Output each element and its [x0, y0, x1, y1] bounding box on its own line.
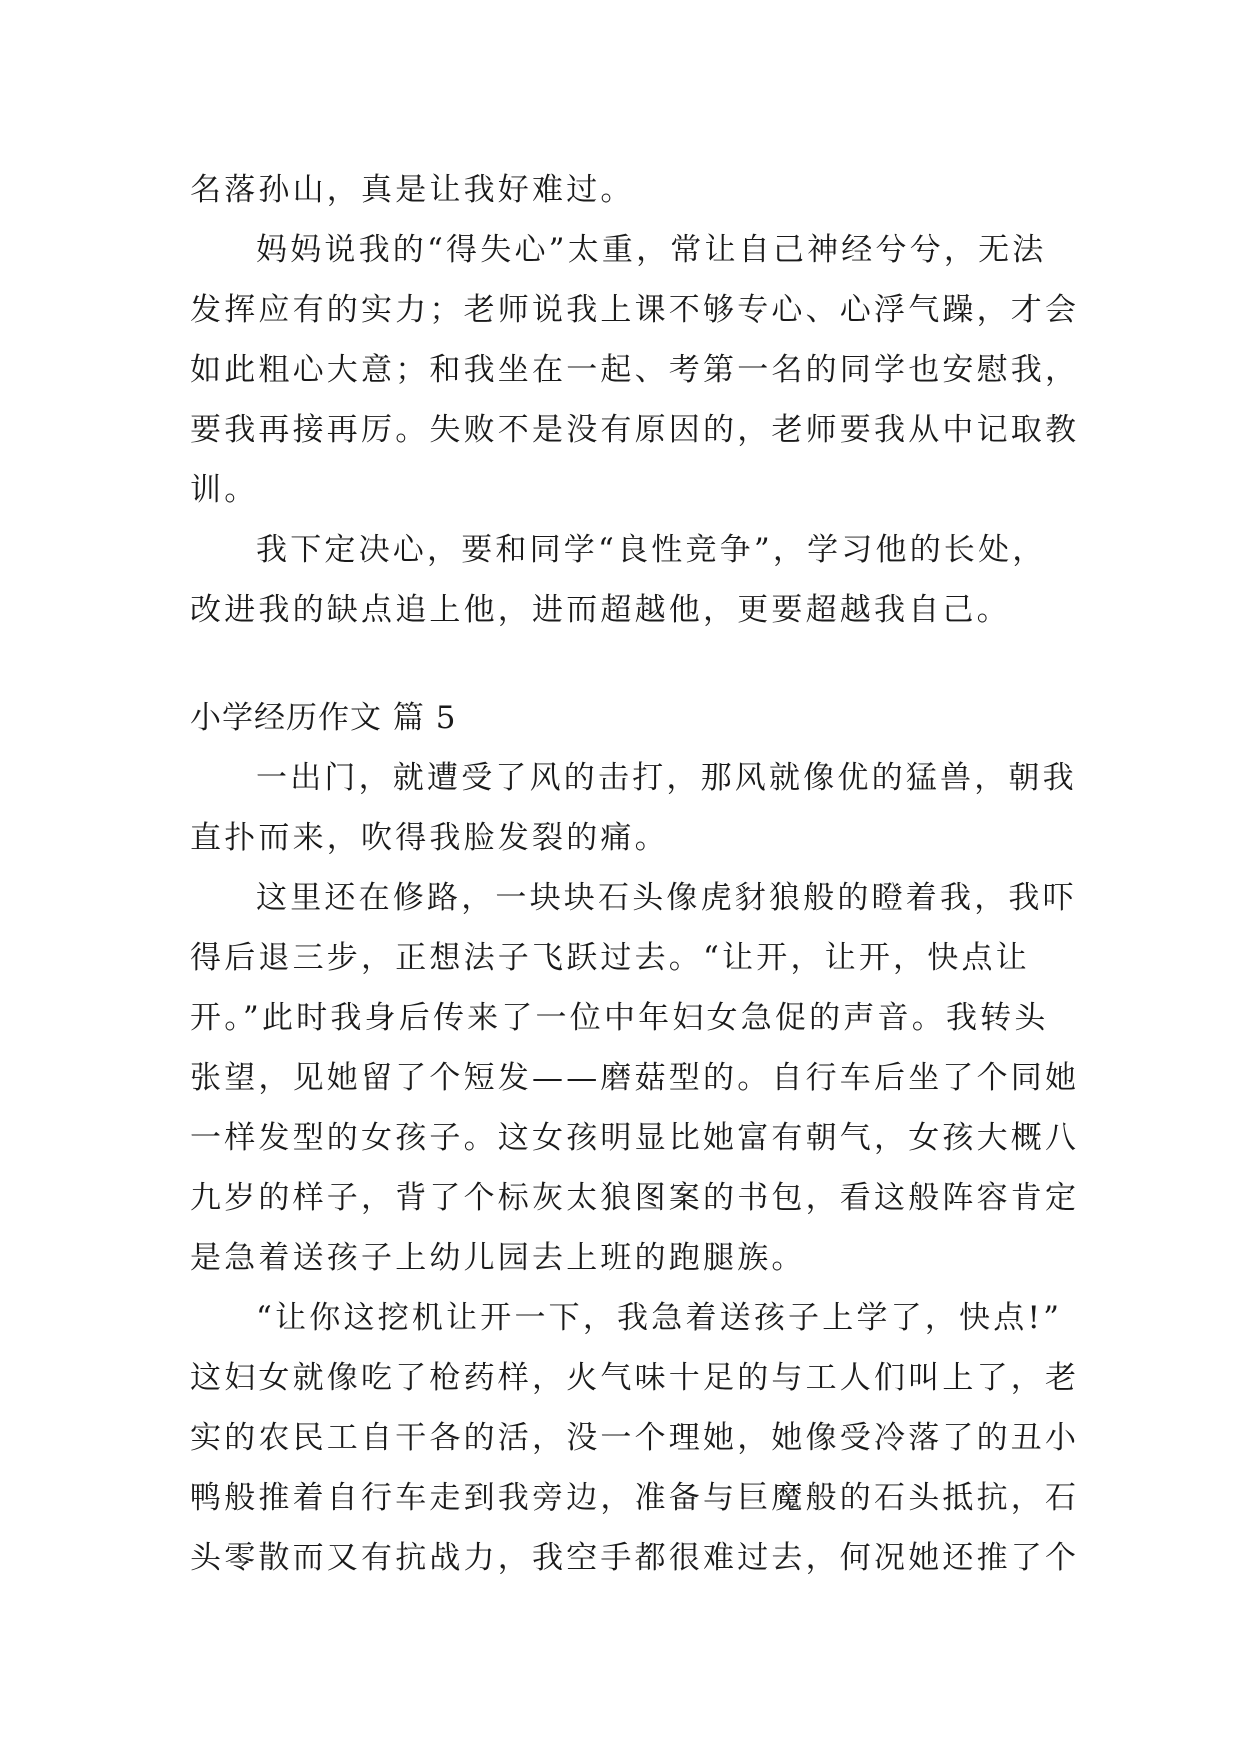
text-line: 实的农民工自干各的活，没一个理她，她像受冷落了的丑小 [190, 1420, 1080, 1456]
paragraph-2 [190, 220, 1080, 520]
text-line: 要我再接再厉。失败不是没有原因的，老师要我从中记取教 [190, 412, 1080, 448]
text-line: 一样发型的女孩子。这女孩明显比她富有朝气，女孩大概八 [190, 1120, 1080, 1156]
document-body [190, 160, 1080, 1588]
text-line: 九岁的样子，背了个标灰太狼图案的书包，看这般阵容肯定 [190, 1180, 1080, 1216]
text-line: 鸭般推着自行车走到我旁边，准备与巨魔般的石头抵抗，石 [190, 1480, 1080, 1516]
text-line: 我下定决心，要和同学“良性竞争”，学习他的长处， [256, 532, 1047, 568]
text-line: 张望，见她留了个短发——磨菇型的。自行车后坐了个同她 [190, 1060, 1080, 1096]
text-line: 这妇女就像吃了枪药样，火气味十足的与工人们叫上了，老 [190, 1360, 1080, 1396]
text-line: 名落孙山，真是让我好难过。 [190, 172, 635, 208]
text-line: 得后退三步，正想法子飞跃过去。“让开，让开，快点让 [190, 940, 1030, 976]
paragraph-3 [190, 520, 1055, 640]
section-gap [190, 640, 1055, 688]
text-line: 妈妈说我的“得失心”太重，常让自己神经兮兮，无法 [256, 232, 1047, 268]
text-line: 训。 [190, 472, 259, 508]
text-line: 如此粗心大意；和我坐在一起、考第一名的同学也安慰我， [190, 352, 1080, 388]
text-line: 头零散而又有抗战力，我空手都很难过去，何况她还推了个 [190, 1540, 1080, 1576]
paragraph-4 [190, 748, 1077, 868]
section-heading: 小学经历作文 篇 5 [190, 700, 457, 736]
text-line: 发挥应有的实力；老师说我上课不够专心、心浮气躁，才会 [190, 292, 1080, 328]
paragraph-5 [190, 868, 1080, 1288]
text-line: “让你这挖机让开一下，我急着送孩子上学了，快点!” [256, 1300, 1063, 1336]
text-line: 一出门，就遭受了风的击打，那风就像优的猛兽，朝我 [256, 760, 1077, 796]
text-line: 直扑而来，吹得我脸发裂的痛。 [190, 820, 669, 856]
paragraph-1 [190, 160, 1055, 220]
text-line: 开。”此时我身后传来了一位中年妇女急促的声音。我转头 [190, 1000, 1049, 1036]
text-line: 改进我的缺点追上他，进而超越他，更要超越我自己。 [190, 592, 1011, 628]
paragraph-6 [190, 1288, 1080, 1588]
text-line: 是急着送孩子上幼儿园去上班的跑腿族。 [190, 1240, 806, 1276]
text-line: 这里还在修路，一块块石头像虎豺狼般的瞪着我，我吓 [256, 880, 1077, 916]
